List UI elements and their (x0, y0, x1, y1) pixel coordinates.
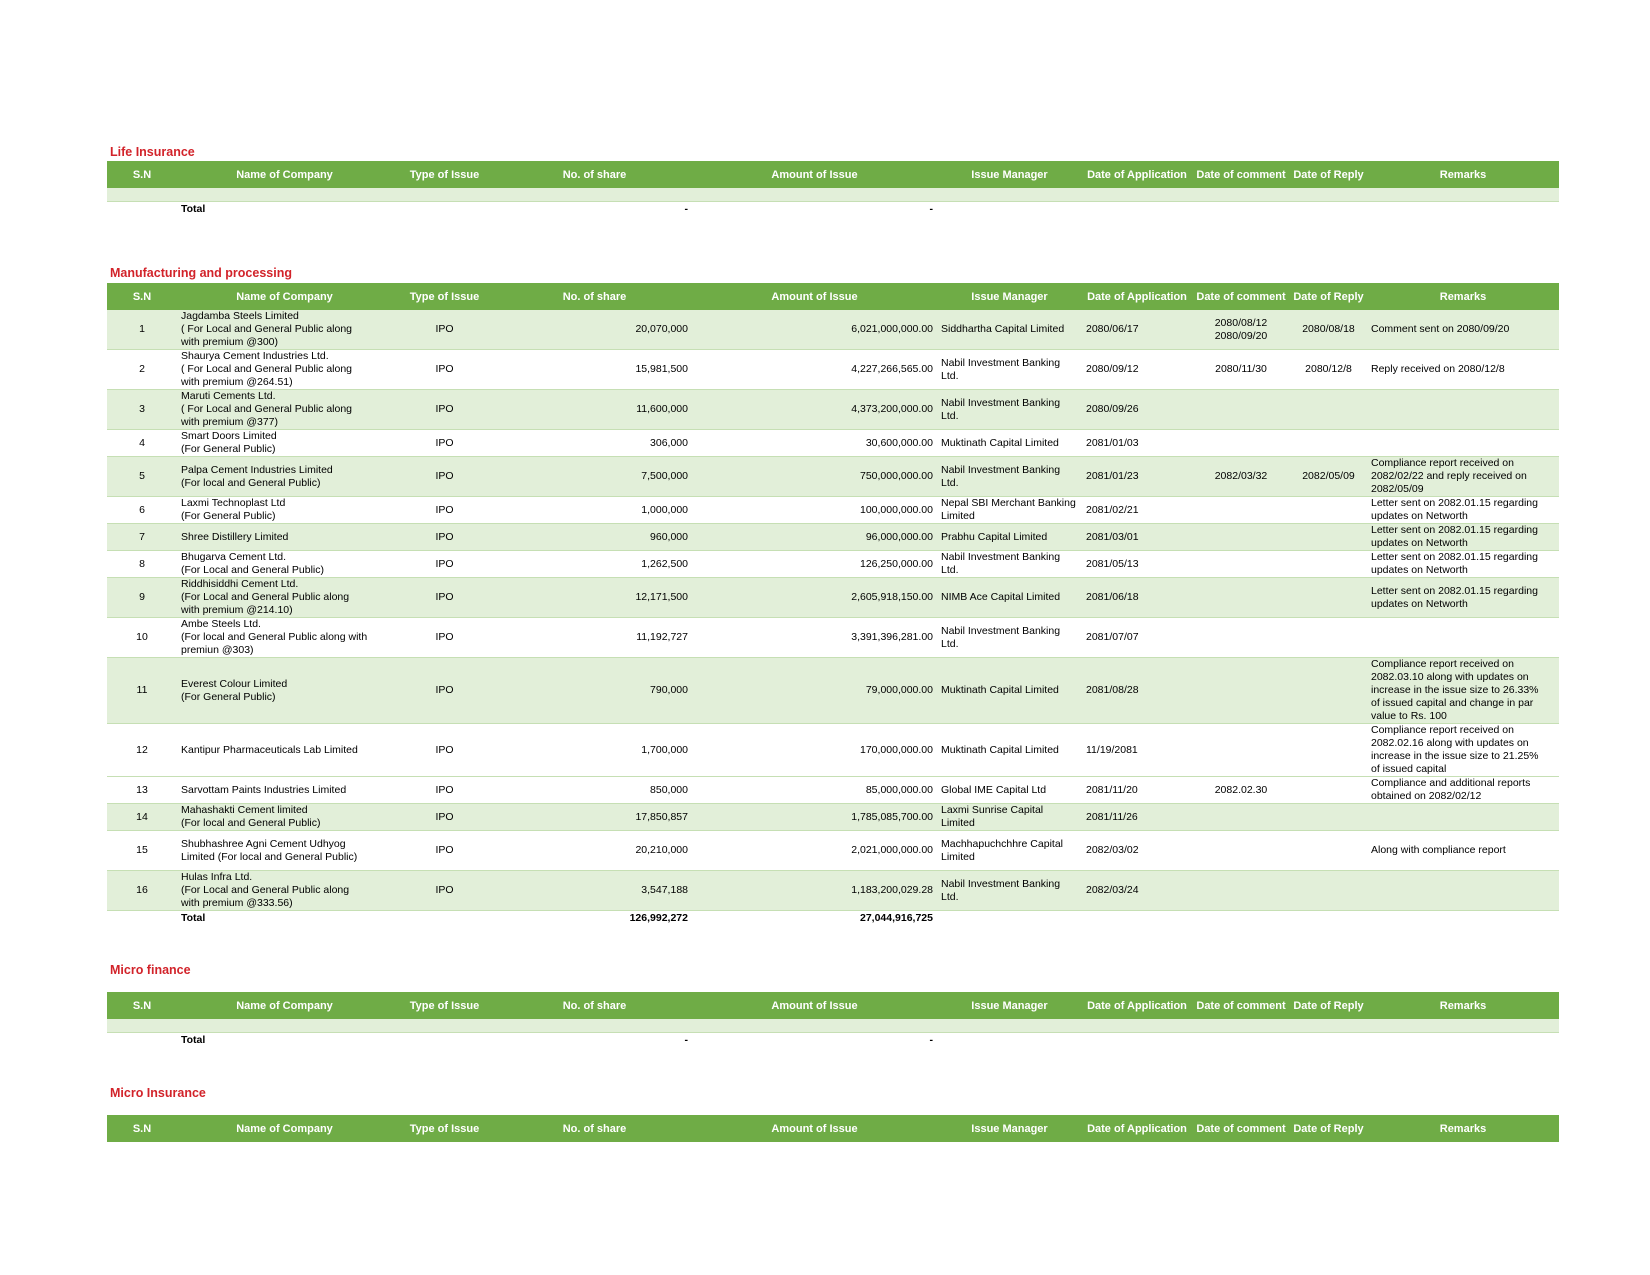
row-sn: 7 (107, 524, 177, 551)
row-issue-type: IPO (392, 658, 497, 724)
header-comment: Date of comment (1192, 1115, 1290, 1142)
total-amount: - (692, 202, 937, 217)
header-type: Type of Issue (392, 161, 497, 188)
row-issue-type: IPO (392, 871, 497, 911)
row-issue-manager: Nabil Investment Banking Ltd. (937, 390, 1082, 430)
row-date-of-application: 2081/07/07 (1082, 618, 1192, 658)
header-sn: S.N (107, 1115, 177, 1142)
row-date-of-application: 2082/03/02 (1082, 831, 1192, 871)
row-date-of-comment: 2082.02.30 (1192, 777, 1290, 804)
row-sn: 12 (107, 724, 177, 777)
section-title-micro-insurance: Micro Insurance (110, 1086, 206, 1100)
header-amount: Amount of Issue (692, 992, 937, 1019)
row-issue-type: IPO (392, 457, 497, 497)
row-date-of-application: 2081/03/01 (1082, 524, 1192, 551)
row-sn: 1 (107, 310, 177, 350)
row-issue-type: IPO (392, 804, 497, 831)
micro-insurance-table (107, 1115, 1559, 1142)
row-no-of-share: 17,850,857 (497, 804, 692, 831)
header-application: Date of Application (1082, 283, 1192, 310)
row-date-of-application: 2081/11/20 (1082, 777, 1192, 804)
header-type: Type of Issue (392, 283, 497, 310)
row-date-of-application: 2082/03/24 (1082, 871, 1192, 911)
header-shares: No. of share (497, 283, 692, 310)
header-amount: Amount of Issue (692, 1115, 937, 1142)
row-date-of-reply (1290, 524, 1367, 551)
row-date-of-comment (1192, 831, 1290, 871)
header-company: Name of Company (177, 1115, 392, 1142)
row-remarks: Letter sent on 2082.01.15 regarding updates on Networth (1367, 497, 1559, 524)
row-date-of-application: 11/19/2081 (1082, 724, 1192, 777)
row-date-of-comment (1192, 658, 1290, 724)
empty-row (107, 1019, 1559, 1033)
row-remarks (1367, 430, 1559, 457)
row-remarks (1367, 390, 1559, 430)
row-date-of-reply (1290, 777, 1367, 804)
row-issue-manager: Machhapuchchhre Capital Limited (937, 831, 1082, 871)
row-issue-manager: NIMB Ace Capital Limited (937, 578, 1082, 618)
row-date-of-reply (1290, 390, 1367, 430)
row-date-of-comment (1192, 618, 1290, 658)
header-type: Type of Issue (392, 1115, 497, 1142)
table-row (107, 578, 1559, 618)
header-remarks: Remarks (1367, 992, 1559, 1019)
row-issue-type: IPO (392, 430, 497, 457)
row-date-of-reply (1290, 618, 1367, 658)
header-application: Date of Application (1082, 1115, 1192, 1142)
row-issue-manager: Muktinath Capital Limited (937, 724, 1082, 777)
row-issue-manager: Nabil Investment Banking Ltd. (937, 551, 1082, 578)
row-issue-manager: Muktinath Capital Limited (937, 430, 1082, 457)
table-row (107, 618, 1559, 658)
row-date-of-comment (1192, 578, 1290, 618)
row-sn: 16 (107, 871, 177, 911)
table-row (107, 804, 1559, 831)
row-company-name: Shubhashree Agni Cement Udhyog Limited (For local and General Public) (177, 831, 392, 871)
row-sn: 3 (107, 390, 177, 430)
row-date-of-reply: 2080/08/18 (1290, 310, 1367, 350)
header-sn: S.N (107, 161, 177, 188)
row-date-of-comment (1192, 551, 1290, 578)
total-row (107, 911, 1559, 926)
row-issue-manager: Muktinath Capital Limited (937, 658, 1082, 724)
header-comment: Date of comment (1192, 992, 1290, 1019)
table-row (107, 310, 1559, 350)
row-date-of-application: 2081/08/28 (1082, 658, 1192, 724)
row-amount-of-issue: 170,000,000.00 (692, 724, 937, 777)
row-sn: 4 (107, 430, 177, 457)
total-label: Total (177, 911, 392, 926)
row-no-of-share: 850,000 (497, 777, 692, 804)
row-date-of-reply: 2082/05/09 (1290, 457, 1367, 497)
row-date-of-application: 2081/06/18 (1082, 578, 1192, 618)
row-issue-type: IPO (392, 310, 497, 350)
row-amount-of-issue: 2,605,918,150.00 (692, 578, 937, 618)
row-issue-type: IPO (392, 497, 497, 524)
row-no-of-share: 1,000,000 (497, 497, 692, 524)
row-no-of-share: 11,600,000 (497, 390, 692, 430)
row-remarks: Letter sent on 2082.01.15 regarding updates on Networth (1367, 524, 1559, 551)
total-amount: - (692, 1033, 937, 1048)
row-amount-of-issue: 85,000,000.00 (692, 777, 937, 804)
row-amount-of-issue: 1,183,200,029.28 (692, 871, 937, 911)
row-amount-of-issue: 30,600,000.00 (692, 430, 937, 457)
header-company: Name of Company (177, 992, 392, 1019)
table-row (107, 430, 1559, 457)
row-sn: 8 (107, 551, 177, 578)
row-company-name: Everest Colour Limited (For General Public) (177, 658, 392, 724)
row-company-name: Jagdamba Steels Limited ( For Local and General Public along with premium @300) (177, 310, 392, 350)
row-sn: 2 (107, 350, 177, 390)
header-comment: Date of comment (1192, 161, 1290, 188)
row-sn: 15 (107, 831, 177, 871)
row-date-of-comment (1192, 430, 1290, 457)
row-amount-of-issue: 2,021,000,000.00 (692, 831, 937, 871)
header-amount: Amount of Issue (692, 283, 937, 310)
row-date-of-application: 2081/11/26 (1082, 804, 1192, 831)
row-date-of-application: 2080/09/12 (1082, 350, 1192, 390)
row-date-of-comment (1192, 804, 1290, 831)
header-remarks: Remarks (1367, 283, 1559, 310)
row-remarks: Reply received on 2080/12/8 (1367, 350, 1559, 390)
row-company-name: Shree Distillery Limited (177, 524, 392, 551)
row-remarks: Comment sent on 2080/09/20 (1367, 310, 1559, 350)
row-amount-of-issue: 3,391,396,281.00 (692, 618, 937, 658)
row-remarks: Compliance and additional reports obtained on 2082/02/12 (1367, 777, 1559, 804)
table-row (107, 390, 1559, 430)
row-no-of-share: 1,262,500 (497, 551, 692, 578)
row-date-of-reply (1290, 831, 1367, 871)
table-header-row (107, 992, 1559, 1019)
row-sn: 9 (107, 578, 177, 618)
row-company-name: Kantipur Pharmaceuticals Lab Limited (177, 724, 392, 777)
row-company-name: Hulas Infra Ltd. (For Local and General Public along with premium @333.56) (177, 871, 392, 911)
table-row (107, 724, 1559, 777)
row-amount-of-issue: 1,785,085,700.00 (692, 804, 937, 831)
row-company-name: Sarvottam Paints Industries Limited (177, 777, 392, 804)
row-no-of-share: 306,000 (497, 430, 692, 457)
header-reply: Date of Reply (1290, 1115, 1367, 1142)
row-date-of-reply (1290, 430, 1367, 457)
row-date-of-comment (1192, 390, 1290, 430)
row-date-of-application: 2080/09/26 (1082, 390, 1192, 430)
section-title-life-insurance: Life Insurance (110, 145, 195, 159)
table-row (107, 658, 1559, 724)
row-date-of-reply: 2080/12/8 (1290, 350, 1367, 390)
row-company-name: Ambe Steels Ltd. (For local and General Public along with premiun @303) (177, 618, 392, 658)
header-application: Date of Application (1082, 992, 1192, 1019)
row-date-of-reply (1290, 871, 1367, 911)
row-company-name: Bhugarva Cement Ltd. (For Local and General Public) (177, 551, 392, 578)
row-company-name: Maruti Cements Ltd. ( For Local and General Public along with premium @377) (177, 390, 392, 430)
row-sn: 5 (107, 457, 177, 497)
header-amount: Amount of Issue (692, 161, 937, 188)
row-no-of-share: 20,070,000 (497, 310, 692, 350)
row-no-of-share: 15,981,500 (497, 350, 692, 390)
micro-finance-table (107, 992, 1559, 1047)
row-issue-type: IPO (392, 831, 497, 871)
header-type: Type of Issue (392, 992, 497, 1019)
header-comment: Date of comment (1192, 283, 1290, 310)
table-row (107, 871, 1559, 911)
row-amount-of-issue: 96,000,000.00 (692, 524, 937, 551)
row-issue-manager: Nabil Investment Banking Ltd. (937, 350, 1082, 390)
row-remarks: Compliance report received on 2082.02.16 along with updates on increase in the issue size to 21.25% of issued capital (1367, 724, 1559, 777)
row-date-of-comment: 2080/08/12 2080/09/20 (1192, 310, 1290, 350)
row-sn: 11 (107, 658, 177, 724)
row-no-of-share: 20,210,000 (497, 831, 692, 871)
row-date-of-comment (1192, 497, 1290, 524)
row-issue-manager: Siddhartha Capital Limited (937, 310, 1082, 350)
header-shares: No. of share (497, 992, 692, 1019)
row-date-of-application: 2081/02/21 (1082, 497, 1192, 524)
row-issue-manager: Global IME Capital Ltd (937, 777, 1082, 804)
row-amount-of-issue: 750,000,000.00 (692, 457, 937, 497)
row-issue-type: IPO (392, 551, 497, 578)
row-sn: 6 (107, 497, 177, 524)
manufacturing-table (107, 283, 1559, 925)
row-remarks (1367, 871, 1559, 911)
table-row (107, 551, 1559, 578)
row-amount-of-issue: 6,021,000,000.00 (692, 310, 937, 350)
total-label: Total (177, 202, 392, 217)
table-row (107, 777, 1559, 804)
row-no-of-share: 11,192,727 (497, 618, 692, 658)
total-label: Total (177, 1033, 392, 1048)
row-issue-manager: Prabhu Capital Limited (937, 524, 1082, 551)
row-no-of-share: 790,000 (497, 658, 692, 724)
header-shares: No. of share (497, 1115, 692, 1142)
header-application: Date of Application (1082, 161, 1192, 188)
header-manager: Issue Manager (937, 283, 1082, 310)
row-issue-type: IPO (392, 724, 497, 777)
row-date-of-comment (1192, 871, 1290, 911)
row-date-of-comment (1192, 724, 1290, 777)
row-amount-of-issue: 4,373,200,000.00 (692, 390, 937, 430)
header-sn: S.N (107, 992, 177, 1019)
row-remarks: Along with compliance report (1367, 831, 1559, 871)
header-reply: Date of Reply (1290, 283, 1367, 310)
row-amount-of-issue: 126,250,000.00 (692, 551, 937, 578)
row-date-of-application: 2081/01/03 (1082, 430, 1192, 457)
header-reply: Date of Reply (1290, 161, 1367, 188)
total-shares: 126,992,272 (497, 911, 692, 926)
row-date-of-reply (1290, 578, 1367, 618)
row-date-of-reply (1290, 658, 1367, 724)
header-manager: Issue Manager (937, 161, 1082, 188)
row-company-name: Laxmi Technoplast Ltd (For General Public) (177, 497, 392, 524)
header-remarks: Remarks (1367, 161, 1559, 188)
total-row (107, 202, 1559, 217)
row-company-name: Smart Doors Limited (For General Public) (177, 430, 392, 457)
table-row (107, 524, 1559, 551)
row-company-name: Mahashakti Cement limited (For local and General Public) (177, 804, 392, 831)
table-row (107, 497, 1559, 524)
table-header-row (107, 283, 1559, 310)
row-issue-manager: Nabil Investment Banking Ltd. (937, 871, 1082, 911)
row-amount-of-issue: 100,000,000.00 (692, 497, 937, 524)
row-sn: 10 (107, 618, 177, 658)
header-manager: Issue Manager (937, 1115, 1082, 1142)
row-no-of-share: 3,547,188 (497, 871, 692, 911)
row-remarks (1367, 618, 1559, 658)
row-date-of-application: 2081/01/23 (1082, 457, 1192, 497)
table-header-row (107, 161, 1559, 188)
total-shares: - (497, 1033, 692, 1048)
life-insurance-table (107, 161, 1559, 216)
row-date-of-reply (1290, 724, 1367, 777)
row-remarks: Compliance report received on 2082.03.10 along with updates on increase in the issue size to 26.33% of issued capital and change in par value to Rs. 100 (1367, 658, 1559, 724)
row-sn: 14 (107, 804, 177, 831)
row-issue-type: IPO (392, 390, 497, 430)
row-company-name: Riddhisiddhi Cement Ltd. (For Local and General Public along with premium @214.10) (177, 578, 392, 618)
section-title-manufacturing: Manufacturing and processing (110, 266, 292, 280)
table-header-row (107, 1115, 1559, 1142)
row-date-of-application: 2081/05/13 (1082, 551, 1192, 578)
row-remarks: Compliance report received on 2082/02/22 and reply received on 2082/05/09 (1367, 457, 1559, 497)
row-remarks (1367, 804, 1559, 831)
row-date-of-reply (1290, 804, 1367, 831)
total-shares: - (497, 202, 692, 217)
row-issue-manager: Nabil Investment Banking Ltd. (937, 618, 1082, 658)
row-issue-type: IPO (392, 777, 497, 804)
header-manager: Issue Manager (937, 992, 1082, 1019)
row-amount-of-issue: 79,000,000.00 (692, 658, 937, 724)
total-row (107, 1033, 1559, 1048)
row-sn: 13 (107, 777, 177, 804)
section-title-micro-finance: Micro finance (110, 963, 191, 977)
table-row (107, 831, 1559, 871)
row-date-of-comment: 2080/11/30 (1192, 350, 1290, 390)
header-reply: Date of Reply (1290, 992, 1367, 1019)
row-date-of-reply (1290, 551, 1367, 578)
header-sn: S.N (107, 283, 177, 310)
row-company-name: Palpa Cement Industries Limited (For local and General Public) (177, 457, 392, 497)
row-issue-type: IPO (392, 524, 497, 551)
row-issue-manager: Laxmi Sunrise Capital Limited (937, 804, 1082, 831)
row-no-of-share: 1,700,000 (497, 724, 692, 777)
row-issue-type: IPO (392, 350, 497, 390)
header-shares: No. of share (497, 161, 692, 188)
row-amount-of-issue: 4,227,266,565.00 (692, 350, 937, 390)
row-no-of-share: 7,500,000 (497, 457, 692, 497)
table-row (107, 350, 1559, 390)
empty-row (107, 188, 1559, 202)
row-issue-type: IPO (392, 578, 497, 618)
row-date-of-comment: 2082/03/32 (1192, 457, 1290, 497)
row-date-of-reply (1290, 497, 1367, 524)
row-issue-type: IPO (392, 618, 497, 658)
header-remarks: Remarks (1367, 1115, 1559, 1142)
row-date-of-application: 2080/06/17 (1082, 310, 1192, 350)
row-remarks: Letter sent on 2082.01.15 regarding updates on Networth (1367, 578, 1559, 618)
row-no-of-share: 960,000 (497, 524, 692, 551)
row-company-name: Shaurya Cement Industries Ltd. ( For Local and General Public along with premium @264.51) (177, 350, 392, 390)
row-issue-manager: Nepal SBI Merchant Banking Limited (937, 497, 1082, 524)
total-amount: 27,044,916,725 (692, 911, 937, 926)
header-company: Name of Company (177, 161, 392, 188)
header-company: Name of Company (177, 283, 392, 310)
row-no-of-share: 12,171,500 (497, 578, 692, 618)
row-issue-manager: Nabil Investment Banking Ltd. (937, 457, 1082, 497)
table-row (107, 457, 1559, 497)
row-date-of-comment (1192, 524, 1290, 551)
row-remarks: Letter sent on 2082.01.15 regarding updates on Networth (1367, 551, 1559, 578)
